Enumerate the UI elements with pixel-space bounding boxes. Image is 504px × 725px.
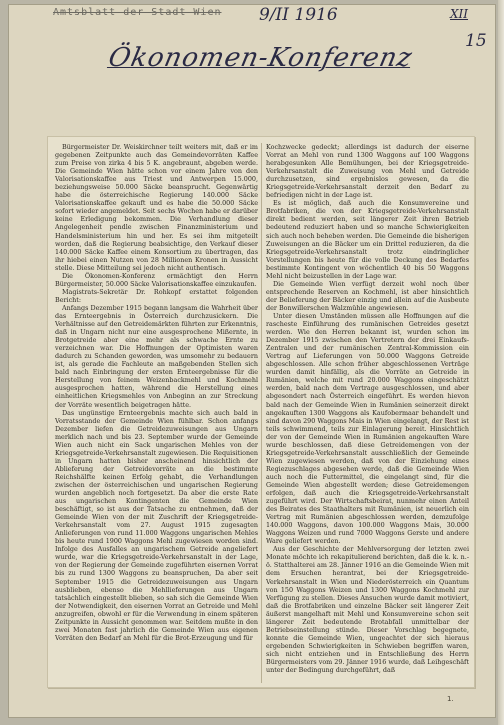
article-paragraph: Es ist möglich, daß auch die Konsumvereine und Brotfabriken, die von der Kriegsgetreide-Verkehrsanstalt direkt bedient werden, seit längerer Zeit ihren Betrieb bedeutend reduziert haben und so manche Schwierigkeiten sich auch noch beheben werden. Die Gemeinde die bisherigen Zuweisungen an die Bäcker um ein Drittel reduzieren, da die Kriegsgetreide-Verkehrsanstalt trotz eindringlicher Vorstellungen bis heute für die volle Deckung des Bedarfes bestimmte Kontingent von wöchentlich 40 bis 50 Waggons Mehl nicht beizustellen in der Lage war. <box>266 199 469 280</box>
column-divider <box>261 143 262 683</box>
article-paragraph: Die Ökonomen-Konferenz ermächtigt den Herrn Bürgermeister, 50.000 Säcke Valorisationskaffee einzukaufen. <box>55 271 258 288</box>
page-edge <box>498 0 504 725</box>
article-paragraph: Das ungünstige Ernteergebnis machte sich auch bald in Vorratsstande der Gemeinde Wien fühlbar. Schon anfangs Dezember liefen die Getreidezuweisungen aus Ungarn merklich nach und bis 23. September wurde der Gemeinde Wien auch nicht ein Sack ungarischen Mehles von der Kriegsgetreide-Verkehrsanstalt zugewiesen. Die Requisitionen in Ungarn hatten bisher anscheinend hinsichtlich der Ablieferung der Getreidevorräte an die bestimmte Reichshälfte keinen Erfolg gehabt, die Verhandlungen zwischen der österreichischen und ungarischen Regierung wurden angeblich noch fortgesetzt. Da aber die erste Rate aus ungarischen Kontingenten die Gemeinde Wien beschäftigt, so ist aus der Tatsache zu entnehmen, daß der Gemeinde Wien von der mit Zuschrift der Kriegsgetreide-Verkehrsanstalt vom 27. August 1915 zugesagten Anlieferungen von rund 11.000 Waggons ungarischen Mehles bis heute rund 1900 Waggons Mehl zugewiesen worden sind. Infolge des Ausfalles an ungarischem Getreide angeliefert wurde, war die Kriegsgetreide-Verkehrsanstalt in der Lage, von der Regierung der Gemeinde zugeführten eisernen Vorrat bis zu rund 1300 Waggons zu beanspruchen, Da aber seit September 1915 die Getreidezuweisungen aus Ungarn ausblieben, ebenso die Mehllieferungen aus Ungarn tatsächlich eingestellt blieben, so sah sich die Gemeinde Wien der Notwendigkeit, den eisernen Vorrat an Getreide und Mehl anzugreifen, obwohl er für die Verwendung in einem späteren Zeitpunkte in Aussicht genommen war. Seitdem mußte in den zwei Monaten fast jahrlich die Gemeinde Wien aus eigenen Vorräten den Bedarf an Mehl für die Brot-Erzeugung und für <box>55 408 258 642</box>
handwritten-volume-number: XII <box>450 7 469 21</box>
article-paragraph: Bürgermeister Dr. Weiskirchner teilt weiters mit, daß er im gegebenen Zeitpunkte auch das Gemeindevorräten Kaffee zum Preise von zirka 4 bis 5 K. angebraunt, abgeben werde. Die Gemeinde Wien hätte schon vor einem Jahre von den Valorisationskaffee aus Triest und Antwerpen 15.000, beziehungsweise 50.000 Säcke beansprucht. Gegenwärtig habe die österreichische Regierung 140.000 Säcke Valorisationskaffee gekauft und es habe die 50.000 Säcke sofort wieder angemeldet. Seit sechs Wochen habe er darüber keine Erledigung bekommen. Die Verhandlung dieser Angelegenheit pendle zwischen Finanzministerium und Handelsministerium hin und her. Es sei ihm mitgeteilt worden, daß die Regierung beabsichtige, den Verkauf dieser 140.000 Säcke Kaffee einem Konsortium zu übertragen, das ihr hiebei einen Nutzen von 28 Millionen Kronen in Aussicht stelle. Diese Mitteilung sei jedoch nicht authentisch. <box>55 143 258 272</box>
handwritten-title: Ökonomen-Konferenz <box>105 43 416 73</box>
masthead: Amtsblatt der Stadt Wien <box>53 7 222 18</box>
article-paragraph: Magistrats-Sekretär Dr. Rohkopf erstattet folgenden Bericht: <box>55 287 258 304</box>
newspaper-clipping <box>47 136 475 688</box>
article-column-right <box>266 143 469 683</box>
article-paragraph: Anfangs Dezember 1915 begann langsam die Wahrheit über das Ernteergebnis in Österreich durchzusickern. Die Verhältnisse auf den Getreidemärkten führten zur Erkenntnis, daß in Ungarn nicht nur eine ausgesprochene Mißernte, in Brotgetreide aber eine mehr als schwache Ernte zu verzeichnen war. Die Hoffnungen der Optimisten waren dadurch zu Schanden geworden, was umsomehr zu bedauern ist, als gerade die Fachleute an maßgebenden Stellen sich bald nach Einbringung der ersten Ernteergebnisse für die Herstellung von feinem Weizenbackmehl und Kochmehl ausgesprochen hatten, während die Herstellung eines einheitlichen Kriegsmehles von Anbeginn an zur Streckung der Vorräte wesentlich beigetragen hätte. <box>55 303 258 409</box>
archive-stamp: 1. <box>447 695 454 703</box>
article-column-left <box>55 143 258 683</box>
article-paragraph: Unter diesen Umständen müssen alle Hoffnungen auf die rascheste Einführung des rumänischen Getreides gesetzt werden. Wie den Herren bekannt ist, wurden schon im Dezember 1915 zwischen den Vertretern der drei Einkaufs-Zentralen und der rumänischen Zentral-Kommission ein Vertrag auf Lieferungen von 50.000 Waggons Getreide abgeschlossen. Alle schon früher abgeschlossenen Verträge wurden damit hinfällig, als die Vorräte an Getreide in Rumänien, welche mit rund 20.000 Waggons eingeschätzt werden, bald nach dem Vertrage ausgeschlossen, und aber abgesondert nach Österreich eingeführt. Es werden hievon bald nach der Gemeinde Wien in Rumänien seinerzeit direkt angekauften 1300 Waggons als Kaufobermaar behandelt und sind davon 290 Waggons Mais in Wien eingelangt, der Rest ist teils schwimmend, teils zur Einlagerung bereit. Hinsichtlich der von der Gemeinde Wien in Rumänien angekauften Ware wurde beschlossen, daß diese Getreidemengen von der Kriegsgetreide-Verkehrsanstalt ausschließlich der Gemeinde Wien zugewiesen werden, daß von der Einziehung eines Regiezuschlages abgesehen werde, daß die Gemeinde Wien auch noch die Futtermittel, die eingelangt sind, für die Gemeinde Wien abgestellt werden; diese Getreidemengen erfolgen, daß auch die Kriegsgetreide-Verkehrsanstalt zugeführt wird. Der Wirtschaftsbeirat, nunmehr einen Anteil des Beirates des Staathalters mit Rumänien, ist neuerlich ein Vertrag mit Rumänien abgeschlossen werden, demzufolge 140.000 Waggons, davon 100.000 Waggons Mais, 30.000 Waggons Weizen und rund 7000 Waggons Gerste und andere Ware geliefert werden. <box>266 311 469 546</box>
handwritten-date: 9/II 1916 <box>259 5 338 25</box>
article-paragraph: Die Gemeinde Wien verfügt derzeit wohl noch über entsprechende Reserven an Kochmehl, ist aber hinsichtlich der Belieferung der Bäcker einzig und allein auf die Ausbeute der Bonwillerschen Walzmühle angewiesen. <box>266 279 469 312</box>
handwritten-page-number: 15 <box>465 31 487 51</box>
archive-page <box>8 4 496 718</box>
article-paragraph: Kochzwecke gedeckt; allerdings ist dadurch der eiserne Vorrat an Mehl von rund 1300 Waggons auf 100 Waggons herabgesunken Alle Bemühungen, bei der Kriegsgetreide-Verkehrsanstalt die Zuweisung von Mehl und Getreide durchzusetzen, sind ergebnislos gewesen, da die Kriegsgetreide-Verkehrsanstalt derzeit den Bedarf zu befriedigen nicht in der Lage ist. <box>266 143 469 200</box>
article-paragraph: Aus der Geschichte der Mehlversorgung der letzten zwei Monate möchte ich rekapitulierend berichten, daß die k. k. n.-ö. Statthalterei am 28. Jänner 1916 an die Gemeinde Wien mit dem Ersuchen herantrat, bei der Kriegsgetreide-Verkehrsanstalt in Wien und Niederösterreich ein Quantum von 150 Waggons Weizen und 1300 Waggons Kochmehl zur Verfügung zu stellen. Dieses Ansuchen wurde damit motiviert, daß die Brotfabriken und einzelne Bäcker seit längerer Zeit äußerst mangelhaft mit Mehl und Konsumvereine schon seit längerer Zeit bedeutende Brotabfall unmittelbar der Betriebseinstellung stünde. Dieser Vorschlag begegnete, konnte die Gemeinde Wien, ungeachtet der sich hieraus ergebenden Schwierigkeiten in Schwieben begriffen waren, sich nicht entziehen und in Entschließung des Herrn Bürgermeisters vom 29. Jänner 1916 wurde, daß Leihgeschäft unter der Bedingung durchgeführt, daß <box>266 545 469 675</box>
